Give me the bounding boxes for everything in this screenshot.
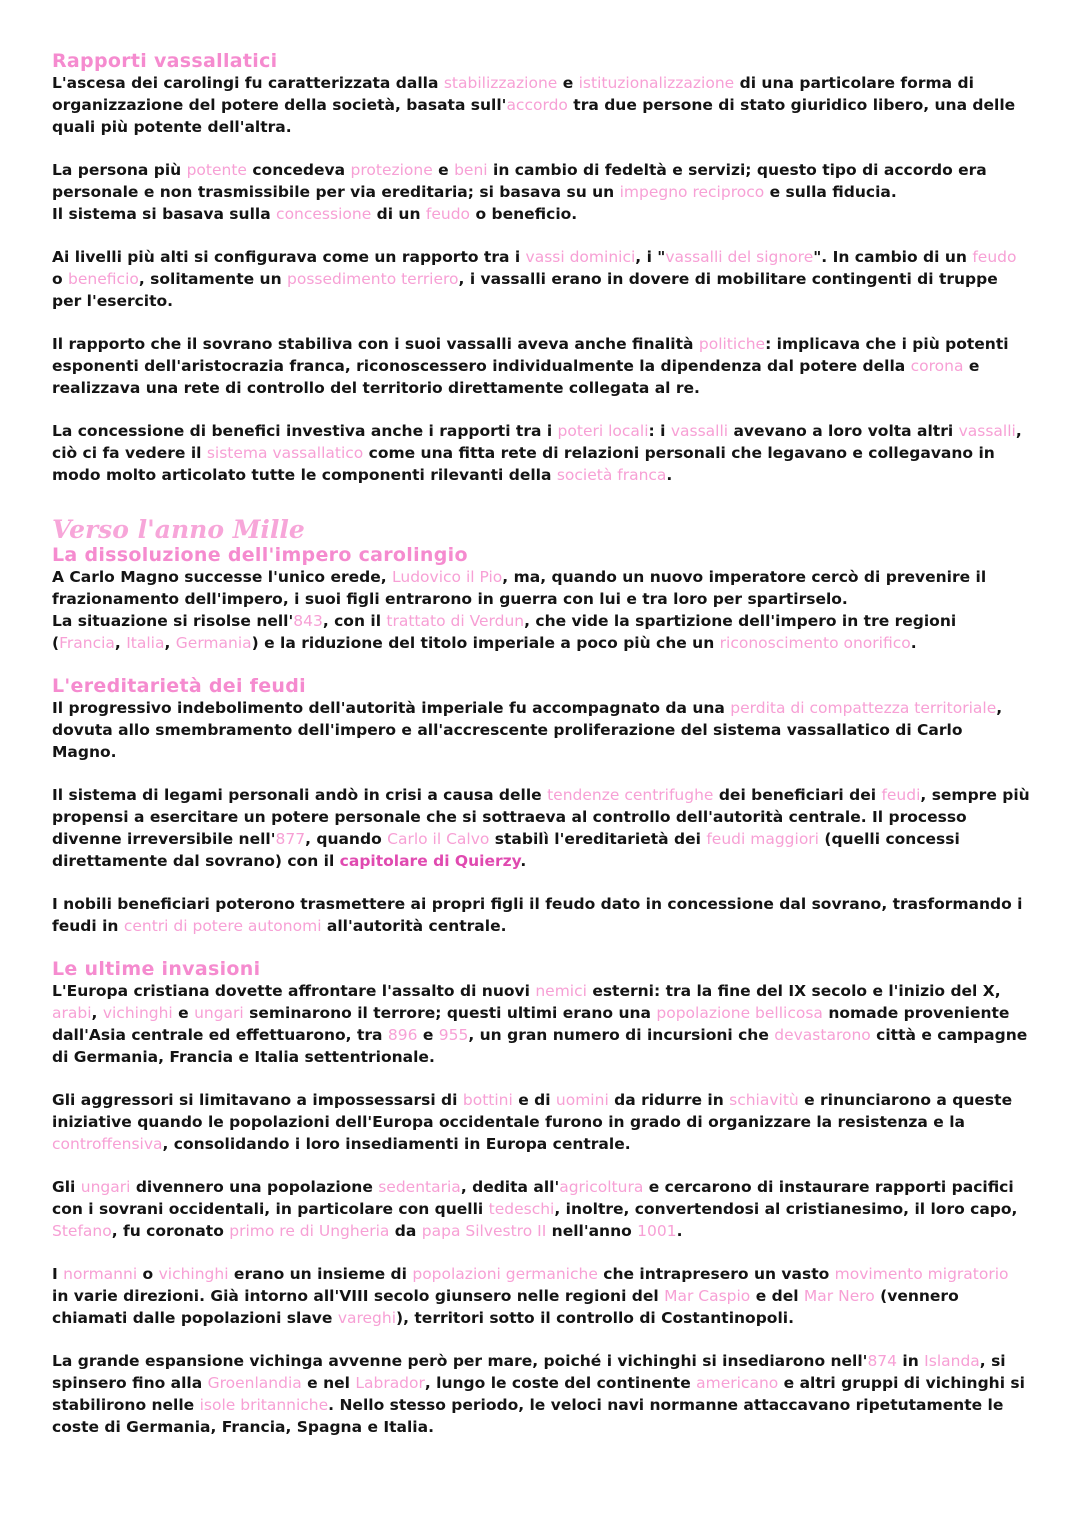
highlighted-term: vassalli del signore [665,248,814,266]
highlighted-term: beneficio [68,270,139,288]
paragraph: I normanni o vichinghi erano un insieme di popolazioni germaniche che intrapresero un vasto movimento migratorio in varie direzioni. Già intorno all'VIII secolo giunsero nelle regioni del Mar Caspio e del Mar Nero (vennero chiamati dalle popolazioni slave vareghi), territori sotto il controllo di Costantinopoli. [52,1265,1009,1327]
highlighted-term: 874 [867,1352,898,1370]
paragraph: Il progressivo indebolimento dell'autorità imperiale fu accompagnato da una perdita di compattezza territoriale, dovuta allo smembramento dell'impero e all'accrescente proliferazione del sistema vassallatico di Carlo Magno. [52,699,1003,761]
highlighted-term: 877 [275,830,306,848]
highlighted-term: stabilizzazione [443,74,558,92]
highlighted-term: sedentaria [378,1178,461,1196]
paragraph: La concessione di benefici investiva anche i rapporti tra i poteri locali: i vassalli avevano a loro volta altri vassalli, ciò ci fa vedere il sistema vassallatico come una fitta rete di relazioni personali che legavano e collegavano in modo molto articolato tutte le componenti rilevanti della società franca. [52,422,1022,484]
highlighted-term: 843 [293,612,323,630]
highlighted-term: feudo [425,205,471,223]
highlighted-term: Mar Caspio [664,1287,751,1305]
highlighted-term: vassi dominici [525,248,636,266]
highlighted-term: papa Silvestro II [421,1222,547,1240]
highlighted-term: Labrador [355,1374,425,1392]
highlighted-term: normanni [63,1265,138,1283]
highlighted-term: Francia [59,634,115,652]
highlighted-term: potente [186,161,247,179]
paragraph: La persona più potente concedeva protezione e beni in cambio di fedeltà e servizi; questo tipo di accordo era personale e non trasmissibile per via ereditaria; si basava su un impegno reciproco e sulla fiducia. Il sistema si basava sulla concessione di un feudo o beneficio. [52,161,987,223]
highlighted-term: accordo [506,96,568,114]
highlighted-term: Germania [175,634,252,652]
paragraph: Gli aggressori si limitavano a impossessarsi di bottini e di uomini da ridurre in schiavitù e rinunciarono a queste iniziative quando le popolazioni dell'Europa occidentale furono in grado di organizzare la resistenza e la controffensiva, consolidando i loro insediamenti in Europa centrale. [52,1091,1013,1153]
section-title-invasioni: Le ultime invasioni [52,958,261,980]
highlighted-term: popolazione bellicosa [656,1004,823,1022]
highlighted-term: vichinghi [102,1004,173,1022]
highlighted-term: movimento migratorio [834,1265,1009,1283]
highlighted-term: poteri locali [557,422,649,440]
highlighted-term: vassalli [958,422,1016,440]
highlighted-term: tendenze centrifughe [547,786,714,804]
highlighted-term: sistema vassallatico [206,444,364,462]
paragraph: La grande espansione vichinga avvenne però per mare, poiché i vichinghi si insediarono nell'874 in Islanda, si spinsero fino alla Groenlandia e nel Labrador, lungo le coste del continente americano e altri gruppi di vichinghi si stabilirono nelle isole britanniche. Nello stesso periodo, le veloci navi normanne attaccavano ripetutamente le coste di Germania, Francia, Spagna e Italia. [52,1352,1025,1436]
highlighted-term: agricoltura [559,1178,644,1196]
highlighted-term: politiche [698,335,766,353]
highlighted-term: società franca [556,466,667,484]
paragraph: Il rapporto che il sovrano stabiliva con i suoi vassalli aveva anche finalità politiche: implicava che i più potenti esponenti dell'aristocrazia franca, riconoscessero individualmente la dipendenza dal potere della corona e realizzava una rete di controllo del territorio direttamente collegata al re. [52,335,1009,397]
highlighted-term: nemici [535,982,587,1000]
highlighted-term: popolazioni germaniche [412,1265,598,1283]
section-title-vassallatici: Rapporti vassallatici [52,50,278,72]
highlighted-term: americano [696,1374,779,1392]
highlighted-term: devastarono [774,1026,871,1044]
highlighted-term: vassalli [670,422,729,440]
paragraph: A Carlo Magno successe l'unico erede, Ludovico il Pio, ma, quando un nuovo imperatore cercò di prevenire il frazionamento dell'impero, i suoi figli entrarono in guerra con lui e tra loro per spartirselo. La situazione si risolse nell'843, con il trattato di Verdun, che vide la spartizione dell'impero in tre regioni (Francia, Italia, Germania) e la riduzione del titolo imperiale a poco più che un riconoscimento onorifico. [52,568,987,652]
highlighted-term: possedimento terriero [287,270,459,288]
highlighted-term: Stefano [52,1222,112,1240]
main-heading: Verso l'anno Mille [52,515,305,544]
highlighted-term: perdita di compattezza territoriale [730,699,997,717]
highlighted-term: uomini [555,1091,609,1109]
highlighted-term: vareghi [337,1309,397,1327]
highlighted-term: tedeschi [488,1200,555,1218]
highlighted-term: capitolare di Quierzy [339,852,521,870]
highlighted-term: Italia [126,634,165,652]
section-title-dissoluzione: La dissoluzione dell'impero carolingio [52,544,468,566]
highlighted-term: 1001 [637,1222,677,1240]
highlighted-term: 896 [387,1026,418,1044]
highlighted-term: centri di potere autonomi [123,917,322,935]
highlighted-term: schiavitù [729,1091,799,1109]
highlighted-term: Islanda [924,1352,980,1370]
highlighted-term: Groenlandia [207,1374,302,1392]
highlighted-term: Carlo il Calvo [387,830,490,848]
highlighted-term: concessione [276,205,372,223]
highlighted-term: arabi [52,1004,92,1022]
highlighted-term: impegno reciproco [619,183,765,201]
highlighted-term: corona [910,357,964,375]
section-title-ereditarieta: L'ereditarietà dei feudi [52,675,306,697]
paragraph: Ai livelli più alti si configurava come un rapporto tra i vassi dominici, i "vassalli del signore". In cambio di un feudo o beneficio, solitamente un possedimento terriero, i vassalli erano in dovere di mobilitare contingenti di truppe per l'esercito. [52,248,1017,310]
highlighted-term: istituzionalizzazione [578,74,735,92]
highlighted-term: bottini [462,1091,513,1109]
paragraph: I nobili beneficiari poterono trasmettere ai propri figli il feudo dato in concessione dal sovrano, trasformando i feudi in centri di potere autonomi all'autorità centrale. [52,895,1023,935]
highlighted-term: ungari [194,1004,244,1022]
highlighted-term: controffensiva [52,1135,163,1153]
highlighted-term: feudi [881,786,921,804]
paragraph: L'ascesa dei carolingi fu caratterizzata dalla stabilizzazione e istituzionalizzazione di una particolare forma di organizzazione del potere della società, basata sull'accordo tra due persone di stato giuridico libero, una delle quali più potente dell'altra. [52,74,1016,136]
highlighted-term: Ludovico il Pio [392,568,503,586]
highlighted-term: trattato di Verdun [386,612,525,630]
highlighted-term: 955 [438,1026,469,1044]
highlighted-term: ungari [80,1178,131,1196]
highlighted-term: beni [454,161,488,179]
paragraph: Il sistema di legami personali andò in crisi a causa delle tendenze centrifughe dei beneficiari dei feudi, sempre più propensi a esercitare un potere personale che si sottraeva al controllo dell'autorità centrale. Il processo divenne irreversibile nell'877, quando Carlo il Calvo stabilì l'ereditarietà dei feudi maggiori (quelli concessi direttamente dal sovrano) con il capitolare di Quierzy. [52,786,1030,870]
highlighted-term: riconoscimento onorifico [719,634,911,652]
highlighted-term: vichinghi [158,1265,229,1283]
highlighted-term: Mar Nero [803,1287,875,1305]
highlighted-term: isole britanniche [199,1396,329,1414]
paragraph: L'Europa cristiana dovette affrontare l'assalto di nuovi nemici esterni: tra la fine del IX secolo e l'inizio del X, arabi, vichinghi e ungari seminarono il terrore; questi ultimi erano una popolazione bellicosa nomade proveniente dall'Asia centrale ed effettuarono, tra 896 e 955, un gran numero di incursioni che devastarono città e campagne di Germania, Francia e Italia settentrionale. [52,982,1028,1066]
highlighted-term: feudi maggiori [706,830,819,848]
highlighted-term: protezione [350,161,433,179]
paragraph: Gli ungari divennero una popolazione sedentaria, dedita all'agricoltura e cercarono di instaurare rapporti pacifici con i sovrani occidentali, in particolare con quelli tedeschi, inoltre, convertendosi al cristianesimo, il loro capo, Stefano, fu coronato primo re di Ungheria da papa Silvestro II nell'anno 1001. [52,1178,1018,1240]
highlighted-term: primo re di Ungheria [229,1222,390,1240]
highlighted-term: feudo [972,248,1017,266]
